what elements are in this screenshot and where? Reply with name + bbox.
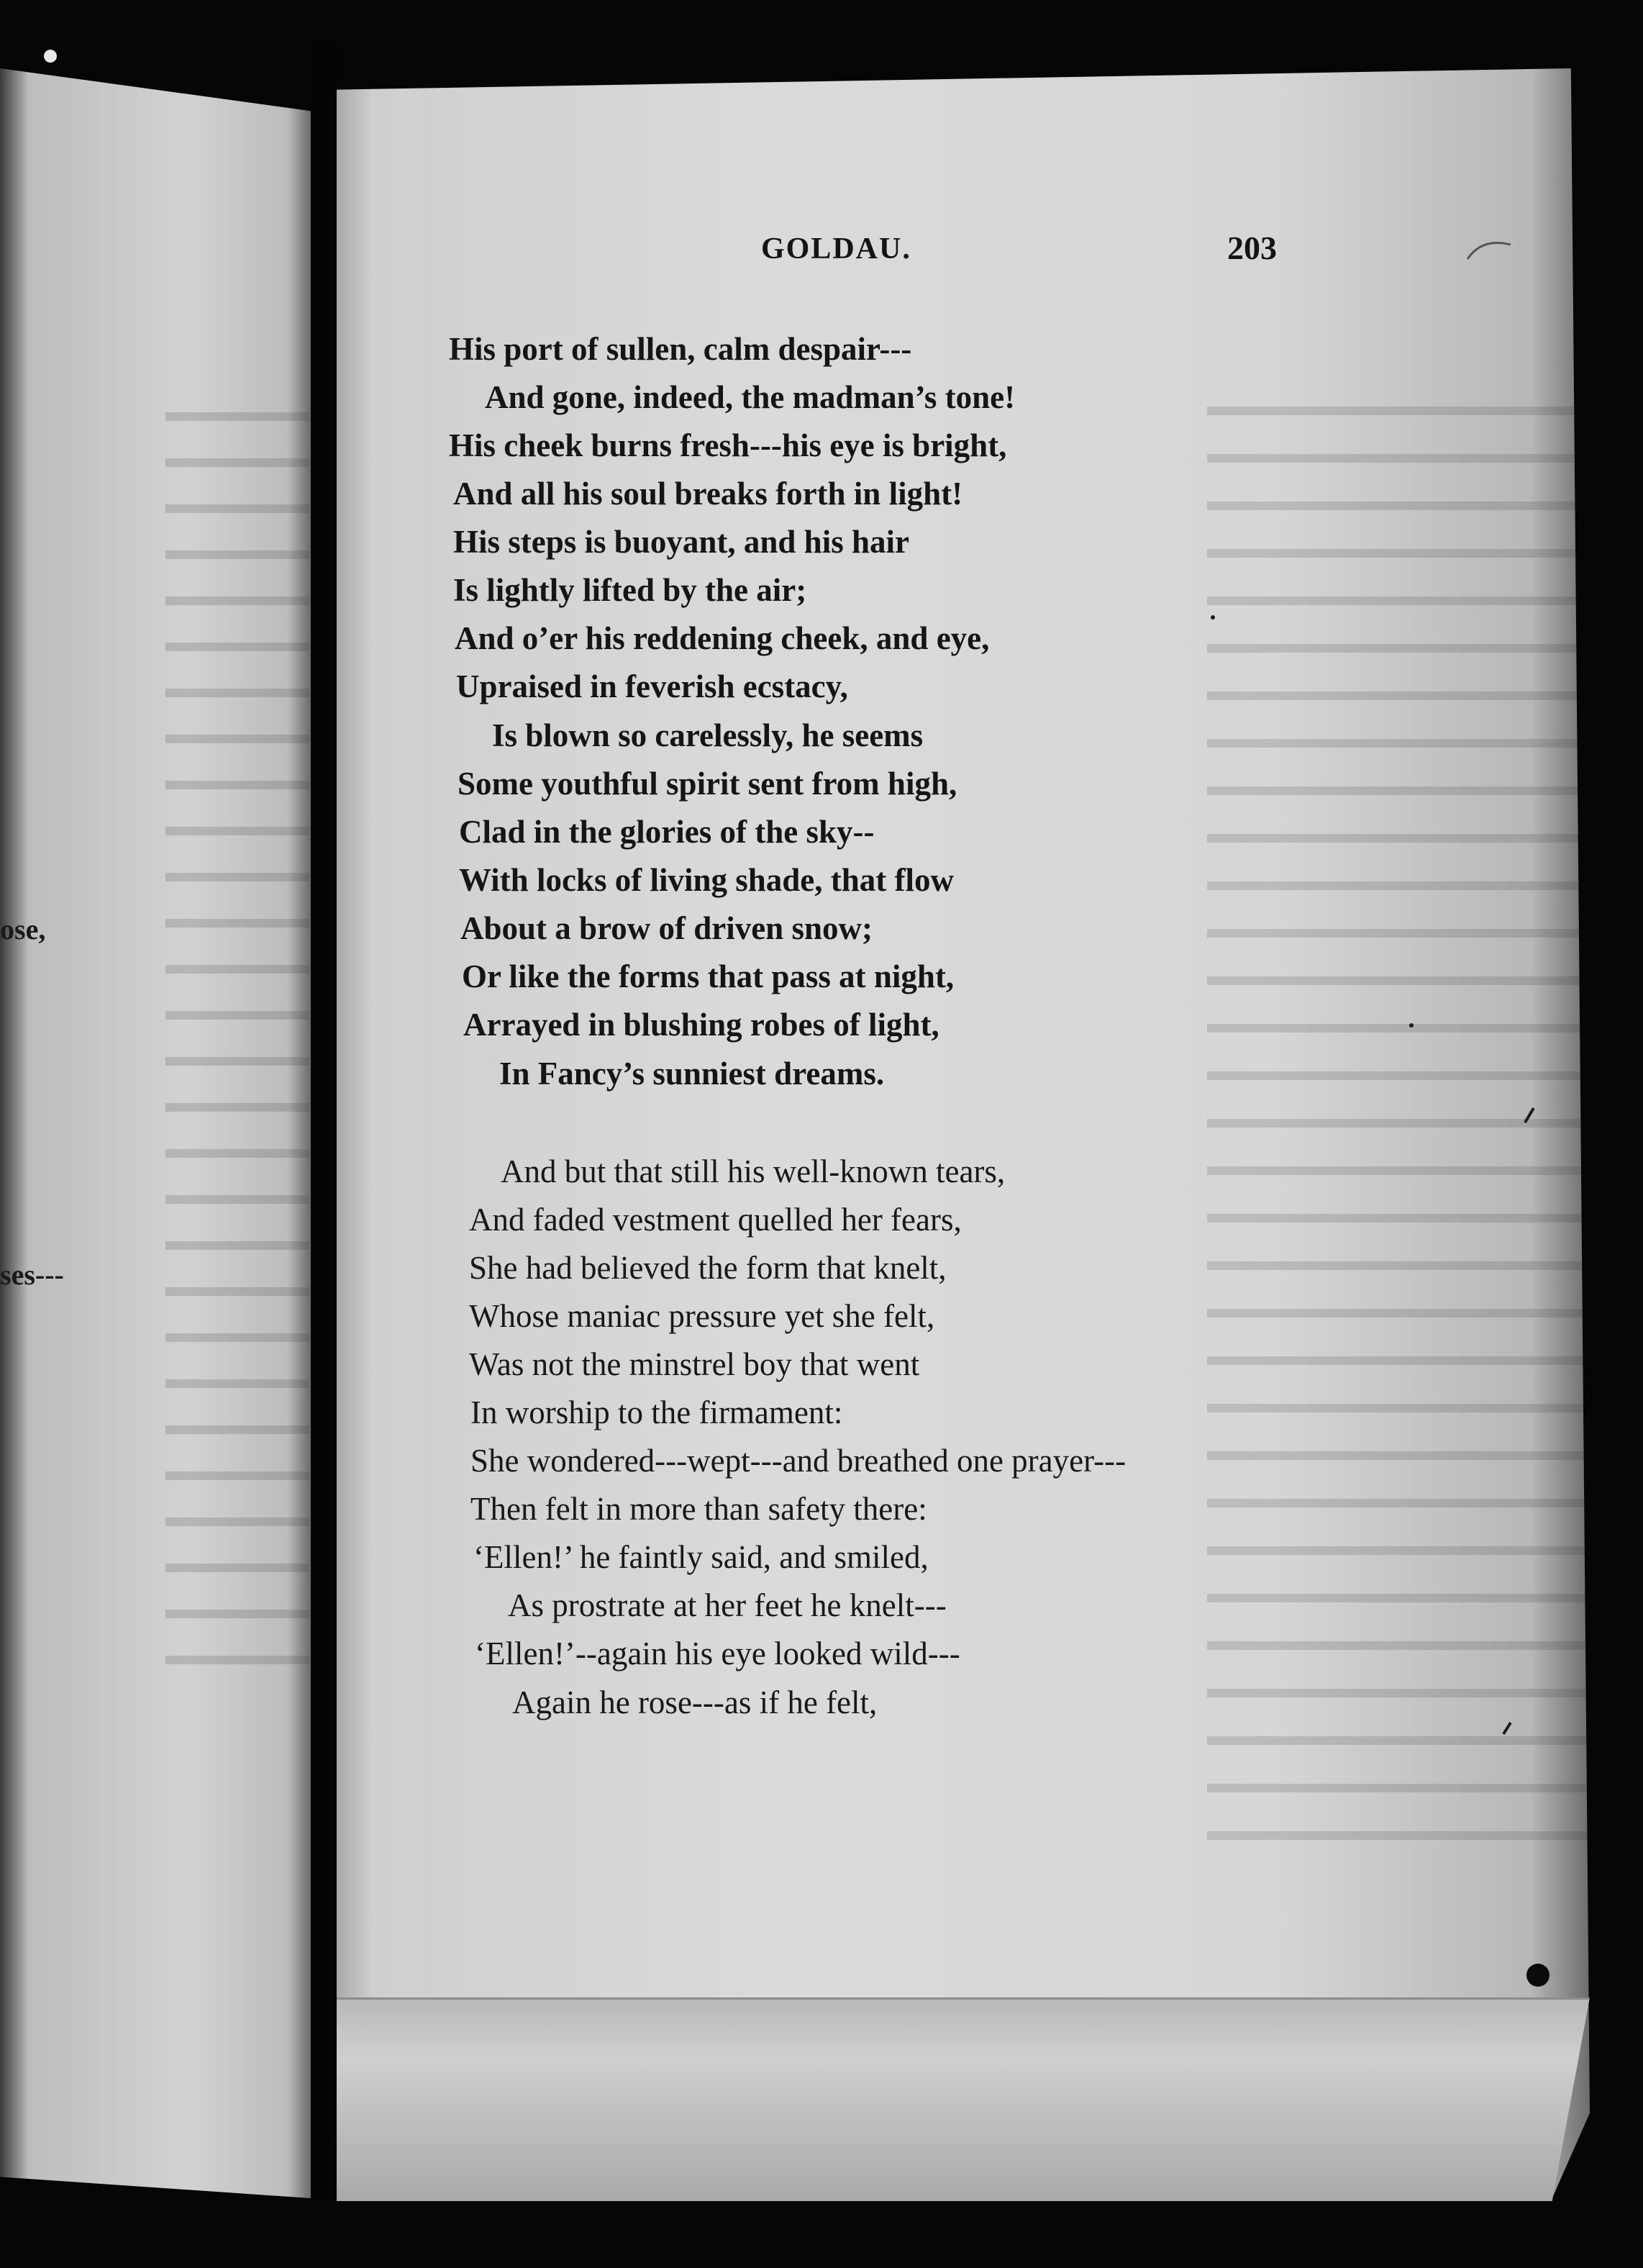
left-page-fragment: ose, — [0, 913, 46, 945]
verse-line: Is blown so carelessly, he seems — [492, 717, 924, 753]
verse-line: His cheek burns fresh---his eye is bright, — [449, 427, 1007, 463]
verse-line: As prostrate at her feet he knelt--- — [508, 1587, 947, 1623]
previous-page-fragment — [0, 68, 311, 2198]
page-number: 203 — [1227, 230, 1277, 266]
verse-line: She had believed the form that knelt, — [469, 1250, 947, 1286]
verse-line: ‘Ellen!’--again his eye looked wild--- — [475, 1636, 960, 1671]
verse-line: Was not the minstrel boy that went — [469, 1346, 920, 1382]
verse-line: His port of sullen, calm despair--- — [449, 331, 912, 367]
left-page-show-through — [165, 385, 309, 1680]
verse-line: And all his soul breaks forth in light! — [453, 476, 963, 512]
folded-page-edge — [337, 1997, 1590, 2201]
verse-line: And gone, indeed, the madman’s tone! — [485, 379, 1016, 415]
left-page-fragment: ses--- — [0, 1258, 64, 1291]
verse-line: And o’er his reddening cheek, and eye, — [455, 620, 990, 656]
verse-line: Upraised in feverish ecstacy, — [456, 668, 848, 704]
verse-line: Is lightly lifted by the air; — [453, 572, 807, 608]
book-gutter — [311, 43, 340, 2202]
verse-line: And faded vestment quelled her fears, — [469, 1202, 962, 1238]
running-head: GOLDAU. — [761, 232, 911, 266]
verse-line: Then felt in more than safety there: — [470, 1491, 927, 1527]
verse-line: ‘Ellen!’ he faintly said, and smiled, — [473, 1539, 929, 1575]
verse-line: Some youthful spirit sent from high, — [458, 766, 957, 802]
verse-line: In Fancy’s sunniest dreams. — [499, 1056, 885, 1092]
reverse-side-show-through — [1207, 378, 1639, 1853]
verse-line: In worship to the firmament: — [470, 1394, 843, 1430]
verse-line: About a brow of driven snow; — [460, 910, 873, 946]
verse-line: Clad in the glories of the sky-- — [459, 814, 875, 850]
verse-line: Again he rose---as if he felt, — [512, 1684, 878, 1720]
verse-line: She wondered---wept---and breathed one prayer--- — [470, 1443, 1127, 1479]
verse-line: His steps is buoyant, and his hair — [453, 524, 909, 560]
verse-line: Or like the forms that pass at night, — [462, 958, 955, 994]
verse-line: And but that still his well-known tears, — [501, 1153, 1006, 1189]
verse-line: Arrayed in blushing robes of light, — [463, 1007, 939, 1043]
verse-line: Whose maniac pressure yet she felt, — [469, 1298, 935, 1334]
verse-line: With locks of living shade, that flow — [459, 862, 955, 898]
